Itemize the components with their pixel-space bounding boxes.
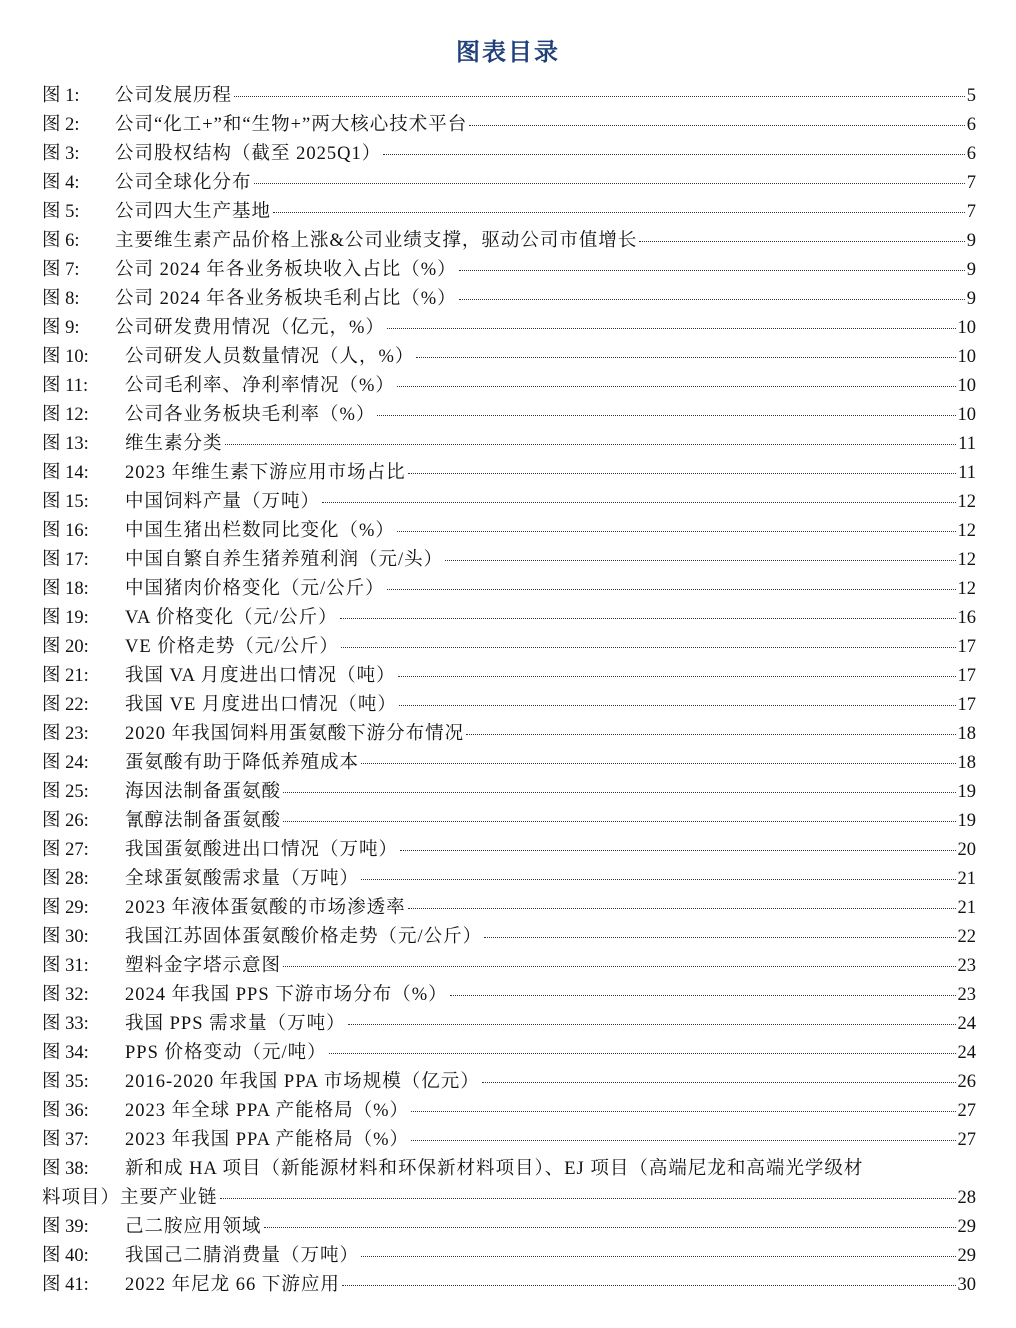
dot-leader — [283, 821, 955, 822]
dot-leader — [220, 1198, 956, 1199]
toc-entry-page: 27 — [957, 1130, 976, 1150]
toc-entry[interactable] — [42, 981, 976, 1010]
toc-entry-page: 10 — [957, 318, 976, 338]
toc-entry-page: 30 — [957, 1275, 976, 1295]
toc-entry-title: 我国 PPS 需求量（万吨） — [125, 1014, 346, 1034]
toc-entry-title: 塑料金字塔示意图 — [125, 956, 282, 976]
toc-entry[interactable] — [42, 691, 976, 720]
dot-leader — [273, 212, 965, 213]
toc-entry-number: 图 33: — [42, 1014, 89, 1034]
toc-entry[interactable] — [42, 459, 976, 488]
dot-leader — [408, 473, 957, 474]
dot-leader — [445, 560, 955, 561]
toc-entry[interactable] — [42, 546, 976, 575]
toc-entry-number: 图 20: — [42, 637, 89, 657]
dot-leader — [322, 502, 955, 503]
toc-entry[interactable] — [42, 343, 976, 372]
toc-entry-number: 图 38: — [42, 1159, 89, 1179]
toc-entry-number: 图 19: — [42, 608, 89, 628]
toc-entry[interactable] — [42, 140, 976, 169]
toc-entry-title: 我国江苏固体蛋氨酸价格走势（元/公斤） — [125, 927, 483, 947]
toc-entry-number: 图 35: — [42, 1072, 89, 1092]
toc-entry-page: 21 — [957, 898, 976, 918]
toc-entry-title: 我国 VE 月度进出口情况（吨） — [125, 695, 397, 715]
toc-entry-title: 2016-2020 年我国 PPA 市场规模（亿元） — [125, 1072, 480, 1092]
toc-entry-number: 图 2: — [42, 115, 80, 135]
toc-entry-number: 图 31: — [42, 956, 89, 976]
toc-entry-page: 18 — [957, 753, 976, 773]
toc-entry-number: 图 32: — [42, 985, 89, 1005]
dot-leader — [399, 705, 956, 706]
toc-entry-number: 图 16: — [42, 521, 89, 541]
toc-entry-page: 9 — [966, 260, 976, 280]
toc-entry-title: 2023 年液体蛋氨酸的市场渗透率 — [125, 898, 406, 918]
toc-entry[interactable] — [42, 662, 976, 691]
dot-leader — [482, 1082, 956, 1083]
toc-entry-title: 2022 年尼龙 66 下游应用 — [125, 1275, 340, 1295]
toc-entry-page: 9 — [966, 231, 976, 251]
dot-leader — [383, 154, 965, 155]
dot-leader — [466, 734, 955, 735]
toc-entry[interactable] — [42, 517, 976, 546]
toc-entry-title: VE 价格走势（元/公斤） — [125, 637, 339, 657]
toc-entry[interactable] — [42, 1010, 976, 1039]
toc-entry[interactable] — [42, 488, 976, 517]
toc-entry-title: 我国蛋氨酸进出口情况（万吨） — [125, 840, 399, 860]
toc-entry-page: 24 — [957, 1043, 976, 1063]
toc-entry-number: 图 24: — [42, 753, 89, 773]
toc-entry-38[interactable] — [42, 1155, 976, 1213]
toc-entry[interactable] — [42, 111, 976, 140]
toc-entry-page: 26 — [957, 1072, 976, 1092]
toc-entry-number: 图 15: — [42, 492, 89, 512]
toc-entry-title: 中国自繁自养生猪养殖利润（元/头） — [125, 550, 444, 570]
figure-list-main — [42, 82, 976, 1155]
toc-entry-page: 12 — [957, 579, 976, 599]
toc-entry-number: 图 23: — [42, 724, 89, 744]
dot-leader — [397, 531, 956, 532]
toc-entry-title: 氰醇法制备蛋氨酸 — [125, 811, 282, 831]
dot-leader — [387, 589, 956, 590]
toc-entry-number: 图 17: — [42, 550, 89, 570]
toc-entry-title: 2023 年我国 PPA 产能格局（%） — [125, 1130, 410, 1150]
toc-entry-page: 28 — [957, 1188, 976, 1208]
toc-entry-page: 5 — [966, 86, 976, 106]
toc-entry-page: 12 — [957, 550, 976, 570]
toc-entry-number: 图 39: — [42, 1217, 89, 1237]
toc-entry-title: 主要维生素产品价格上涨&公司业绩支撑，驱动公司市值增长 — [115, 231, 638, 251]
dot-leader — [342, 1285, 956, 1286]
toc-entry[interactable] — [42, 256, 976, 285]
toc-entry-title: PPS 价格变动（元/吨） — [125, 1043, 327, 1063]
toc-entry-title: 公司研发人员数量情况（人，%） — [125, 347, 415, 367]
toc-entry-number: 图 40: — [42, 1246, 89, 1266]
figure-list — [42, 82, 976, 1300]
toc-entry[interactable] — [42, 82, 976, 111]
dot-leader — [377, 415, 955, 416]
toc-entry[interactable] — [42, 169, 976, 198]
toc-entry-title: 维生素分类 — [125, 434, 223, 454]
toc-entry-number: 图 30: — [42, 927, 89, 947]
dot-leader — [459, 299, 965, 300]
toc-entry-page: 21 — [957, 869, 976, 889]
toc-entry[interactable] — [42, 1271, 976, 1300]
dot-leader — [387, 328, 956, 329]
dot-leader — [348, 1024, 956, 1025]
dot-leader — [411, 1140, 955, 1141]
toc-entry-page: 17 — [957, 695, 976, 715]
toc-entry-number: 图 36: — [42, 1101, 89, 1121]
toc-entry-title: VA 价格变化（元/公斤） — [125, 608, 338, 628]
toc-entry-number: 图 21: — [42, 666, 89, 686]
toc-entry-page: 10 — [957, 347, 976, 367]
toc-entry-title: 公司发展历程 — [115, 86, 233, 106]
toc-entry-title: 新和成 HA 项目（新能源材料和环保新材料项目）、EJ 项目（高端尼龙和高端光学级材 — [125, 1159, 864, 1179]
toc-entry[interactable] — [42, 575, 976, 604]
toc-entry-number: 图 34: — [42, 1043, 89, 1063]
dot-leader — [361, 1256, 955, 1257]
toc-entry[interactable] — [42, 807, 976, 836]
toc-entry[interactable] — [42, 865, 976, 894]
toc-entry-page: 9 — [966, 289, 976, 309]
dot-leader — [361, 763, 955, 764]
toc-entry[interactable] — [42, 1068, 976, 1097]
toc-entry[interactable] — [42, 198, 976, 227]
toc-entry-number: 图 7: — [42, 260, 80, 280]
dot-leader — [484, 937, 955, 938]
toc-entry-page: 19 — [957, 782, 976, 802]
toc-entry-title-continued: 料项目）主要产业链 — [42, 1188, 218, 1208]
toc-entry-page: 16 — [957, 608, 976, 628]
toc-entry[interactable] — [42, 1213, 976, 1242]
dot-leader — [411, 1111, 955, 1112]
toc-entry-page: 6 — [966, 115, 976, 135]
toc-entry-number: 图 37: — [42, 1130, 89, 1150]
toc-entry-number: 图 13: — [42, 434, 89, 454]
toc-entry-title: 公司毛利率、净利率情况（%） — [125, 376, 395, 396]
dot-leader — [408, 908, 956, 909]
toc-entry-page: 22 — [957, 927, 976, 947]
toc-entry-page: 23 — [957, 956, 976, 976]
dot-leader — [341, 647, 956, 648]
toc-entry-title: 海因法制备蛋氨酸 — [125, 782, 282, 802]
dot-leader — [283, 792, 955, 793]
toc-entry-title: 2023 年维生素下游应用市场占比 — [125, 463, 406, 483]
dot-leader — [283, 966, 955, 967]
toc-entry[interactable] — [42, 778, 976, 807]
toc-entry-page: 10 — [957, 376, 976, 396]
toc-entry-number: 图 9: — [42, 318, 80, 338]
figure-list-tail — [42, 1213, 976, 1300]
toc-entry-number: 图 10: — [42, 347, 89, 367]
toc-entry-page: 11 — [958, 434, 976, 454]
toc-entry-number: 图 29: — [42, 898, 89, 918]
toc-entry-page: 17 — [957, 637, 976, 657]
toc-entry-title: 全球蛋氨酸需求量（万吨） — [125, 869, 360, 889]
toc-entry[interactable] — [42, 1242, 976, 1271]
toc-entry-number: 图 14: — [42, 463, 89, 483]
toc-entry-38-line1 — [42, 1155, 976, 1184]
toc-entry-title: 中国生猪出栏数同比变化（%） — [125, 521, 395, 541]
toc-entry[interactable] — [42, 372, 976, 401]
toc-entry-title: 己二胺应用领域 — [125, 1217, 262, 1237]
toc-entry[interactable] — [42, 749, 976, 778]
toc-entry[interactable] — [42, 1126, 976, 1155]
toc-entry-page: 6 — [966, 144, 976, 164]
toc-entry-title: 公司 2024 年各业务板块收入占比（%） — [115, 260, 457, 280]
toc-entry[interactable] — [42, 720, 976, 749]
toc-entry[interactable] — [42, 604, 976, 633]
toc-entry[interactable] — [42, 894, 976, 923]
dot-leader — [459, 270, 965, 271]
dot-leader — [234, 96, 965, 97]
toc-entry-number: 图 4: — [42, 173, 80, 193]
toc-entry-number: 图 5: — [42, 202, 80, 222]
dot-leader — [361, 879, 955, 880]
toc-entry-page: 7 — [966, 173, 976, 193]
dot-leader — [639, 241, 964, 242]
toc-entry[interactable] — [42, 401, 976, 430]
toc-entry-title: 蛋氨酸有助于降低养殖成本 — [125, 753, 360, 773]
dot-leader — [329, 1053, 956, 1054]
toc-entry[interactable] — [42, 1097, 976, 1126]
toc-entry-page: 24 — [957, 1014, 976, 1034]
toc-entry-title: 公司股权结构（截至 2025Q1） — [115, 144, 382, 164]
dot-leader — [398, 676, 956, 677]
toc-entry-page: 12 — [957, 521, 976, 541]
dot-leader — [340, 618, 956, 619]
toc-entry-title: 2020 年我国饲料用蛋氨酸下游分布情况 — [125, 724, 465, 744]
toc-entry-page: 10 — [957, 405, 976, 425]
toc-entry-number: 图 6: — [42, 231, 80, 251]
toc-entry-page: 11 — [958, 463, 976, 483]
dot-leader — [254, 183, 965, 184]
dot-leader — [264, 1227, 956, 1228]
toc-entry-title: 我国 VA 月度进出口情况（吨） — [125, 666, 396, 686]
dot-leader — [400, 850, 955, 851]
toc-entry-page: 29 — [957, 1217, 976, 1237]
toc-entry[interactable] — [42, 314, 976, 343]
toc-entry-number: 图 3: — [42, 144, 80, 164]
toc-entry-number: 图 1: — [42, 86, 80, 106]
toc-entry-page: 12 — [957, 492, 976, 512]
toc-entry-number: 图 8: — [42, 289, 80, 309]
toc-entry-title: 公司研发费用情况（亿元，%） — [115, 318, 385, 338]
toc-entry-number: 图 27: — [42, 840, 89, 860]
toc-entry[interactable] — [42, 923, 976, 952]
toc-entry-number: 图 25: — [42, 782, 89, 802]
toc-entry-page: 20 — [957, 840, 976, 860]
toc-entry-38-line2 — [42, 1184, 976, 1213]
toc-entry[interactable] — [42, 836, 976, 865]
toc-entry-page: 23 — [957, 985, 976, 1005]
toc-entry-title: 公司全球化分布 — [115, 173, 252, 193]
toc-entry[interactable] — [42, 633, 976, 662]
toc-entry-number: 图 22: — [42, 695, 89, 715]
toc-entry-title: 公司“化工+”和“生物+”两大核心技术平台 — [115, 115, 468, 135]
toc-entry-title: 中国饲料产量（万吨） — [125, 492, 321, 512]
toc-entry-number: 图 12: — [42, 405, 89, 425]
toc-entry-page: 18 — [957, 724, 976, 744]
dot-leader — [225, 444, 957, 445]
toc-entry-page: 19 — [957, 811, 976, 831]
dot-leader — [469, 125, 965, 126]
dot-leader — [416, 357, 955, 358]
toc-entry-page: 17 — [957, 666, 976, 686]
toc-entry[interactable] — [42, 1039, 976, 1068]
toc-entry-number: 图 11: — [42, 376, 89, 396]
toc-entry-page: 29 — [957, 1246, 976, 1266]
toc-entry-number: 图 26: — [42, 811, 89, 831]
toc-entry-title: 2024 年我国 PPS 下游市场分布（%） — [125, 985, 448, 1005]
toc-entry-page: 7 — [966, 202, 976, 222]
toc-entry[interactable] — [42, 430, 976, 459]
toc-entry-title: 中国猪肉价格变化（元/公斤） — [125, 579, 385, 599]
toc-entry-page: 27 — [957, 1101, 976, 1121]
toc-entry-title: 公司 2024 年各业务板块毛利占比（%） — [115, 289, 457, 309]
toc-entry-title: 公司各业务板块毛利率（%） — [125, 405, 376, 425]
toc-entry-title: 公司四大生产基地 — [115, 202, 272, 222]
page-title: 图表目录 — [456, 40, 560, 66]
toc-entry-number: 图 28: — [42, 869, 89, 889]
dot-leader — [397, 386, 956, 387]
toc-entry[interactable] — [42, 285, 976, 314]
toc-entry-number: 图 41: — [42, 1275, 89, 1295]
toc-entry-title: 2023 年全球 PPA 产能格局（%） — [125, 1101, 410, 1121]
toc-entry[interactable] — [42, 952, 976, 981]
toc-entry-title: 我国己二腈消费量（万吨） — [125, 1246, 360, 1266]
toc-entry-number: 图 18: — [42, 579, 89, 599]
toc-entry[interactable] — [42, 227, 976, 256]
dot-leader — [450, 995, 956, 996]
